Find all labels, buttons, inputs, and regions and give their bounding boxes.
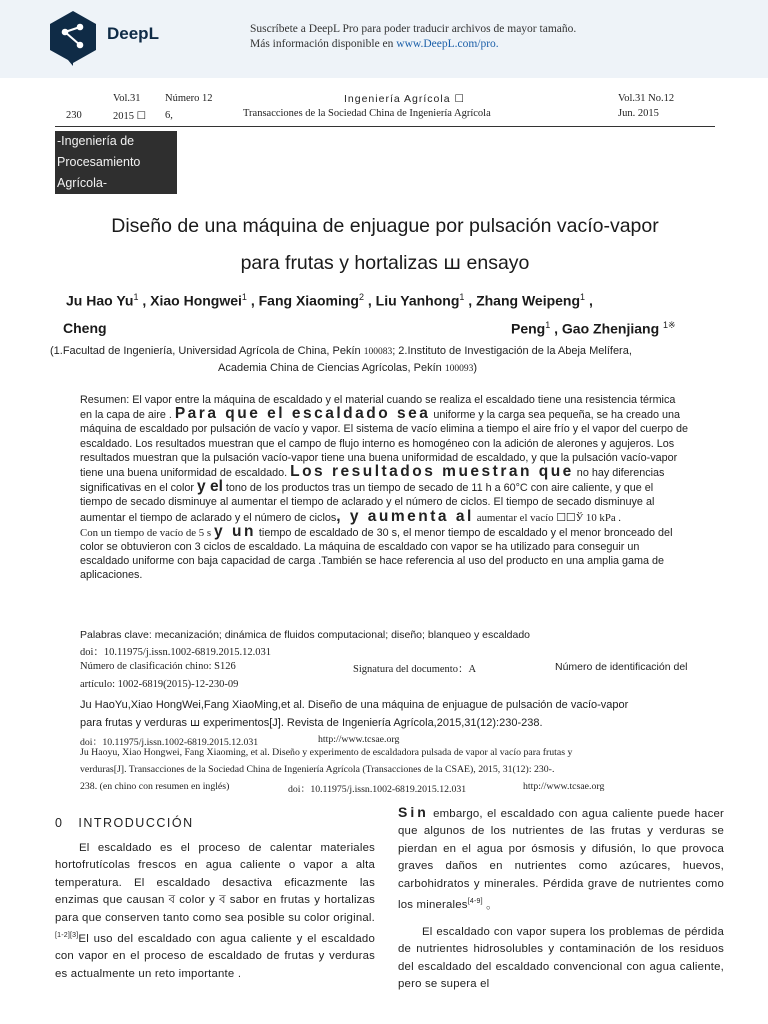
citation-doi-1: doi：10.11975/j.issn.1002-6819.2015.12.031	[80, 737, 259, 748]
affil-sep: )	[473, 362, 478, 374]
abstract-large-text: y un	[214, 522, 256, 540]
affil-code: 100093	[444, 364, 474, 374]
abstract-text: tiempo de escaldado de 30 s, el menor tiempo de escaldado y el menor bronceado del color se obtuvieron con 3 ciclos de escaldado. La máquina de escaldado con vapor se ha utilizado para conseguir un escaldado uniforme con baja capacidad de carga .También se hace referencia al uso del producto en una amplia gama de aplicaciones.	[80, 526, 673, 582]
affiliation-line-2	[218, 362, 477, 374]
authors-line-2	[511, 320, 676, 337]
category-box	[55, 131, 177, 194]
affiliation-line-1	[50, 345, 632, 357]
article-id: artículo: 1002-6819(2015)-12-230-09	[80, 679, 239, 690]
intro-paragraph-3: El escaldado con vapor supera los problemas de pérdida de nutrientes hidrosolubles y contaminación de los residuos del escaldado del escaldado convencional con agua caliente, pero se supera el	[398, 926, 724, 991]
citation-ref: [1-2][3]	[55, 932, 79, 940]
body-text: 。	[482, 898, 498, 911]
abstract-large-text: y el	[197, 478, 223, 496]
author-sup: 2	[358, 292, 364, 302]
promo-prefix: Más información disponible en	[250, 38, 397, 50]
deepl-pro-link[interactable]: www.DeepL.com/pro.	[396, 38, 499, 50]
citation-es-line-2: para frutas y verduras ꟺ experimentos[J]. Revista de Ingeniería Agrícola,2015,31(12):230-238.	[80, 717, 543, 729]
page-number: 230	[66, 110, 82, 121]
author-sup: 1	[545, 320, 551, 330]
volume-left: Vol.31	[113, 93, 141, 104]
numero-left: Número 12	[165, 93, 213, 104]
affil-text: Academia China de Ciencias Agrícolas, Pekín	[218, 362, 445, 374]
doi: doi：10.11975/j.issn.1002-6819.2015.12.031	[80, 647, 271, 658]
deepl-share-icon[interactable]	[48, 10, 98, 66]
paper-title	[40, 208, 730, 282]
citation-ref: [4-9]	[467, 898, 483, 906]
author-name: Peng	[511, 320, 546, 337]
header-rule	[55, 126, 715, 127]
author-name: , Gao Zhenjiang	[550, 320, 664, 337]
journal-name-es: Ingeniería Agrícola ☐	[344, 93, 465, 105]
authors-line-1	[66, 292, 593, 309]
volume-right: Vol.31 No.12	[618, 93, 675, 104]
abstract-large-text: , y aumenta al	[336, 507, 474, 525]
author-cheng: Cheng	[63, 320, 107, 336]
author-sup: 1	[459, 292, 465, 302]
deepl-logo-text[interactable]: DeepL	[107, 24, 159, 43]
journal-full-name: Transacciones de la Sociedad China de Ingeniería Agrícola	[243, 108, 491, 119]
abstract-text: no hay diferencias significativas en el color	[80, 467, 665, 495]
year-left: 2015 ☐	[113, 111, 147, 122]
abstract-text: uniforme y la carga sea pequeña, se ha creado una máquina de escaldado por pulsación de vacío y vapor. El sistema de vacío elimina a tiempo el aire frío y el vapor del cuerpo de escaldado. Los resultados muestran que el campo de flujo interno es homogéneo con la adición de alerones y agujeros. Los resultados muestran que la pulsación vacío-vapor tiene una buena uniformidad de escaldado, y que la pulsación vacío-vapor tiene una buena uniformidad de escaldado.	[80, 409, 688, 480]
author-name: , Zhang Weipeng	[464, 292, 581, 309]
abstract-text: aumentar el vacío ☐☐Ў 10 kPa .	[476, 511, 622, 524]
deepl-promo	[250, 22, 576, 52]
abstract-large-text: Para que el escaldado sea	[174, 405, 431, 423]
citation-doi-2: doi：10.11975/j.issn.1002-6819.2015.12.031	[288, 784, 467, 795]
category-line-3: Agrícola-	[57, 176, 108, 190]
title-line-2: para frutas y hortalizas ꟺ ensayo	[240, 252, 530, 274]
body-text: El uso del escaldado con agua caliente y el escaldado con vapor en el proceso de escaldado de frutas y verduras es actualmente un reto importante .	[55, 932, 375, 980]
num-left: 6,	[165, 110, 173, 121]
affil-text: (1.Facultad de Ingeniería, Universidad Agrícola de China, Pekín	[50, 345, 364, 357]
abstract-large-text: Los resultados muestran que	[290, 463, 574, 481]
author-sep: ,	[585, 292, 593, 309]
body-text: embargo, el escaldado con agua caliente puede hacer que algunos de los nutrientes de las frutas y verduras se pierdan en el agua por ósmosis y difusión, lo que provoca graves daños en nutrientes como azúcares, huevos, carbohidratos y minerales. Pérdida grave de nutrientes como los minerales	[398, 808, 724, 911]
citation-es-line-1: Ju HaoYu,Xiao HongWei,Fang XiaoMing,et al. Diseño de una máquina de enjuague de pulsación de vacío-vapor	[80, 699, 629, 711]
affil-sep: ;	[392, 345, 396, 357]
keywords: Palabras clave: mecanización; dinámica de fluidos computacional; diseño; blanqueo y escaldado	[80, 629, 531, 641]
author-sup: 1	[580, 292, 586, 302]
author-sup: 1	[133, 292, 139, 302]
affil-code: 100083	[363, 347, 393, 357]
section-title: INTRODUCCIÓN	[78, 816, 194, 830]
doc-signature: Signatura del documento：A	[353, 664, 477, 675]
citation-en-line-1: Ju Haoyu, Xiao Hongwei, Fang Xiaoming, et al. Diseño y experimento de escaldadora pulsada de vapor al vacío para frutas y	[80, 747, 573, 758]
date-right: Jun. 2015	[618, 108, 659, 119]
body-large-text: Sin	[398, 804, 429, 820]
author-sup: 1※	[663, 320, 676, 330]
abstract-text: tono de los productos tras un tiempo de secado de 11 h a 60°C con aire caliente, y que el tiempo de secado disminuye al aumentar el tiempo de aclarado y el número de ciclos. El tiempo de secado disminuye al aumentar el tiempo de aclarado y el número de ciclos	[80, 482, 655, 524]
body-text: El escaldado es el proceso de calentar materiales hortofrutícolas frescos en agua caliente o vapor a alta temperatura. El escaldado desactiva eficazmente las enzimas que causan ব color y ব sabor en frutas y hortalizas para que conserven tanto como sea posible su color original.	[55, 842, 375, 924]
section-heading	[55, 816, 194, 830]
abstract-text: Resumen: El vapor entre la máquina de escaldado y el material cuando se realiza el escaldado tiene una resistencia térmica en la capa de aire .	[80, 394, 676, 422]
intro-paragraph-2	[398, 804, 724, 914]
author-sup: 1	[241, 292, 247, 302]
affil-text: 2.Instituto de Investigación de la Abeja Melífera,	[395, 345, 632, 357]
promo-line-1: Suscríbete a DeepL Pro para poder traducir archivos de mayor tamaño.	[250, 23, 577, 35]
section-number: 0	[55, 816, 64, 830]
article-id-label: Número de identificación del	[555, 661, 688, 673]
citation-url-2[interactable]: http://www.tcsae.org	[523, 781, 605, 792]
abstract-text: Con un tiempo de vacío de 5 s	[80, 526, 212, 539]
citation-en-line-3: 238. (en chino con resumen en inglés)	[80, 781, 230, 792]
promo-line-2	[250, 37, 576, 52]
intro-paragraph-1	[55, 840, 375, 983]
abstract	[80, 393, 688, 583]
category-line-2: Procesamiento	[57, 155, 141, 169]
clc-number: Número de clasificación chino: S126	[80, 661, 236, 672]
category-line-1: -Ingeniería de	[57, 134, 135, 148]
author-name: Ju Hao Yu	[66, 292, 134, 309]
author-name: , Fang Xiaoming	[246, 292, 359, 309]
author-name: , Liu Yanhong	[363, 292, 460, 309]
citation-url-1[interactable]: http://www.tcsae.org	[318, 734, 400, 745]
author-name: , Xiao Hongwei	[138, 292, 242, 309]
title-line-1: Diseño de una máquina de enjuague por pulsación vacío-vapor	[111, 215, 659, 237]
citation-en-line-2: verduras[J]. Transacciones de la Sociedad China de Ingeniería Agrícola (Transacciones de la CSAE), 2015, 31(12): 230-.	[80, 764, 555, 775]
